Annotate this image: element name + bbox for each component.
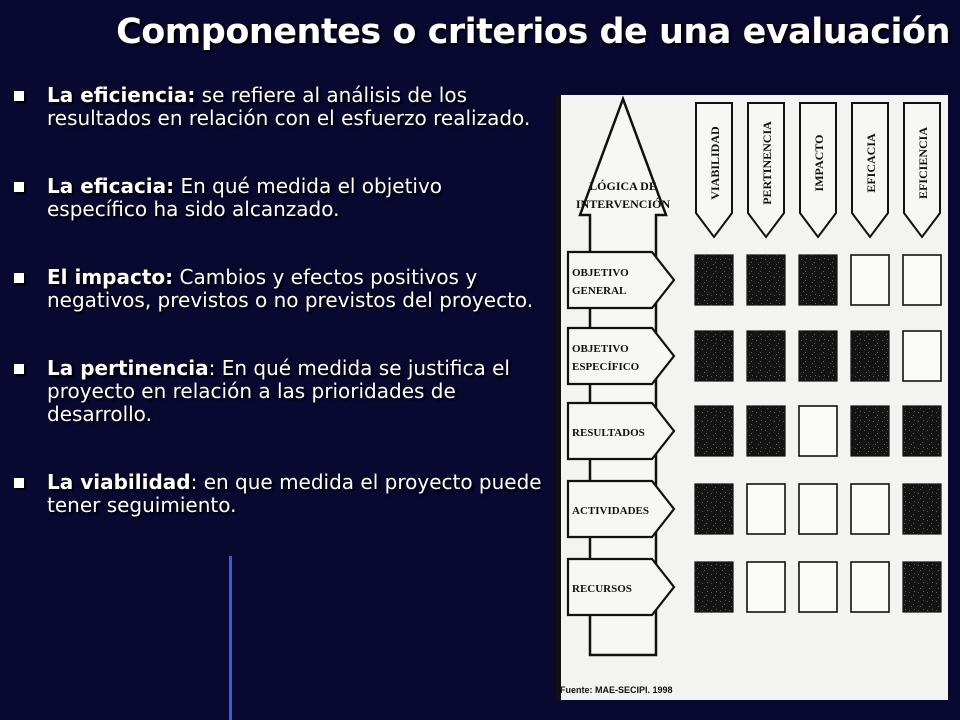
matrix-cell-filled	[851, 331, 889, 381]
bullet-term: La eficacia:	[47, 174, 175, 198]
matrix-cell-empty	[799, 484, 837, 534]
matrix-cell-filled	[851, 406, 889, 456]
criterion-label: IMPACTO	[812, 134, 826, 192]
matrix-cell-empty	[851, 255, 889, 305]
matrix-cell-filled	[903, 484, 941, 534]
matrix-cell-filled	[695, 255, 733, 305]
criteria-matrix-diagram	[556, 95, 948, 700]
row-label-text: ACTIVIDADES	[572, 505, 650, 517]
bullet-term: El impacto:	[47, 265, 174, 289]
bullet-pertinencia	[14, 357, 544, 426]
bullet-eficacia	[14, 175, 544, 221]
row-label-text: ESPECÍFICO	[572, 361, 640, 373]
criteria-bullet-list	[14, 84, 544, 517]
figure-source-text: Fuente: MAE-SECIPI. 1998	[560, 685, 673, 695]
row-label-text: RECURSOS	[572, 583, 632, 595]
matrix-cell-empty	[903, 331, 941, 381]
bullet-square-icon	[14, 182, 24, 192]
matrix-cell-filled	[799, 331, 837, 381]
criterion-label: EFICACIA	[864, 133, 878, 193]
vertical-accent-line	[229, 556, 232, 720]
matrix-cell-empty	[851, 484, 889, 534]
bullet-term: La pertinencia	[47, 356, 209, 380]
criterion-label: EFICIENCIA	[916, 126, 930, 200]
row-label-text: RESULTADOS	[572, 427, 645, 439]
matrix-cell-filled	[695, 406, 733, 456]
bullet-square-icon	[14, 91, 24, 101]
matrix-cell-filled	[695, 562, 733, 612]
bullet-term: La eficiencia:	[47, 83, 196, 107]
matrix-cell-empty	[851, 562, 889, 612]
matrix-cell-filled	[799, 255, 837, 305]
matrix-cell-empty	[799, 562, 837, 612]
matrix-cell-filled	[695, 484, 733, 534]
bullet-square-icon	[14, 364, 24, 374]
bullet-term: La viabilidad	[47, 470, 191, 494]
bullet-eficiencia	[14, 84, 544, 130]
slide-title: Componentes o criterios de una evaluación	[116, 12, 950, 52]
matrix-cell-empty	[747, 562, 785, 612]
evaluation-criteria-figure	[556, 95, 948, 700]
bullet-text: En qué medida el objetivo específico ha sido alcanzado.	[47, 174, 443, 221]
figure-left-border	[556, 95, 561, 700]
matrix-cell-filled	[903, 406, 941, 456]
row-label-text: OBJETIVO	[572, 267, 629, 279]
bullet-square-icon	[14, 273, 24, 283]
row-label-shape	[568, 252, 674, 308]
logic-label-line1: LÓGICA DE	[589, 179, 657, 193]
criterion-label: PERTINENCIA	[760, 121, 774, 205]
bullet-text: se refiere al análisis de los resultados en relación con el esfuerzo realizado.	[47, 83, 531, 130]
matrix-cell-empty	[747, 484, 785, 534]
bullet-viabilidad	[14, 471, 544, 517]
bullet-impacto	[14, 266, 544, 312]
matrix-cell-filled	[695, 331, 733, 381]
matrix-cell-filled	[747, 255, 785, 305]
matrix-cell-empty	[799, 406, 837, 456]
row-label-text: OBJETIVO	[572, 343, 629, 355]
matrix-cell-filled	[747, 406, 785, 456]
row-label-text: GENERAL	[572, 285, 627, 297]
criterion-label: VIABILIDAD	[708, 126, 722, 200]
matrix-cell-empty	[903, 255, 941, 305]
logic-label-line2: INTERVENCIÓN	[575, 197, 671, 211]
bullet-square-icon	[14, 478, 24, 488]
bullet-text: : en que medida el proyecto puede tener seguimiento.	[47, 470, 542, 517]
bullet-text: : En qué medida se justifica el proyecto en relación a las prioridades de desarrollo.	[47, 356, 510, 426]
bullet-text: Cambios y efectos positivos y negativos, previstos o no previstos del proyecto.	[47, 265, 534, 312]
matrix-cell-filled	[903, 562, 941, 612]
matrix-cell-filled	[747, 331, 785, 381]
row-label-shape	[568, 328, 674, 384]
